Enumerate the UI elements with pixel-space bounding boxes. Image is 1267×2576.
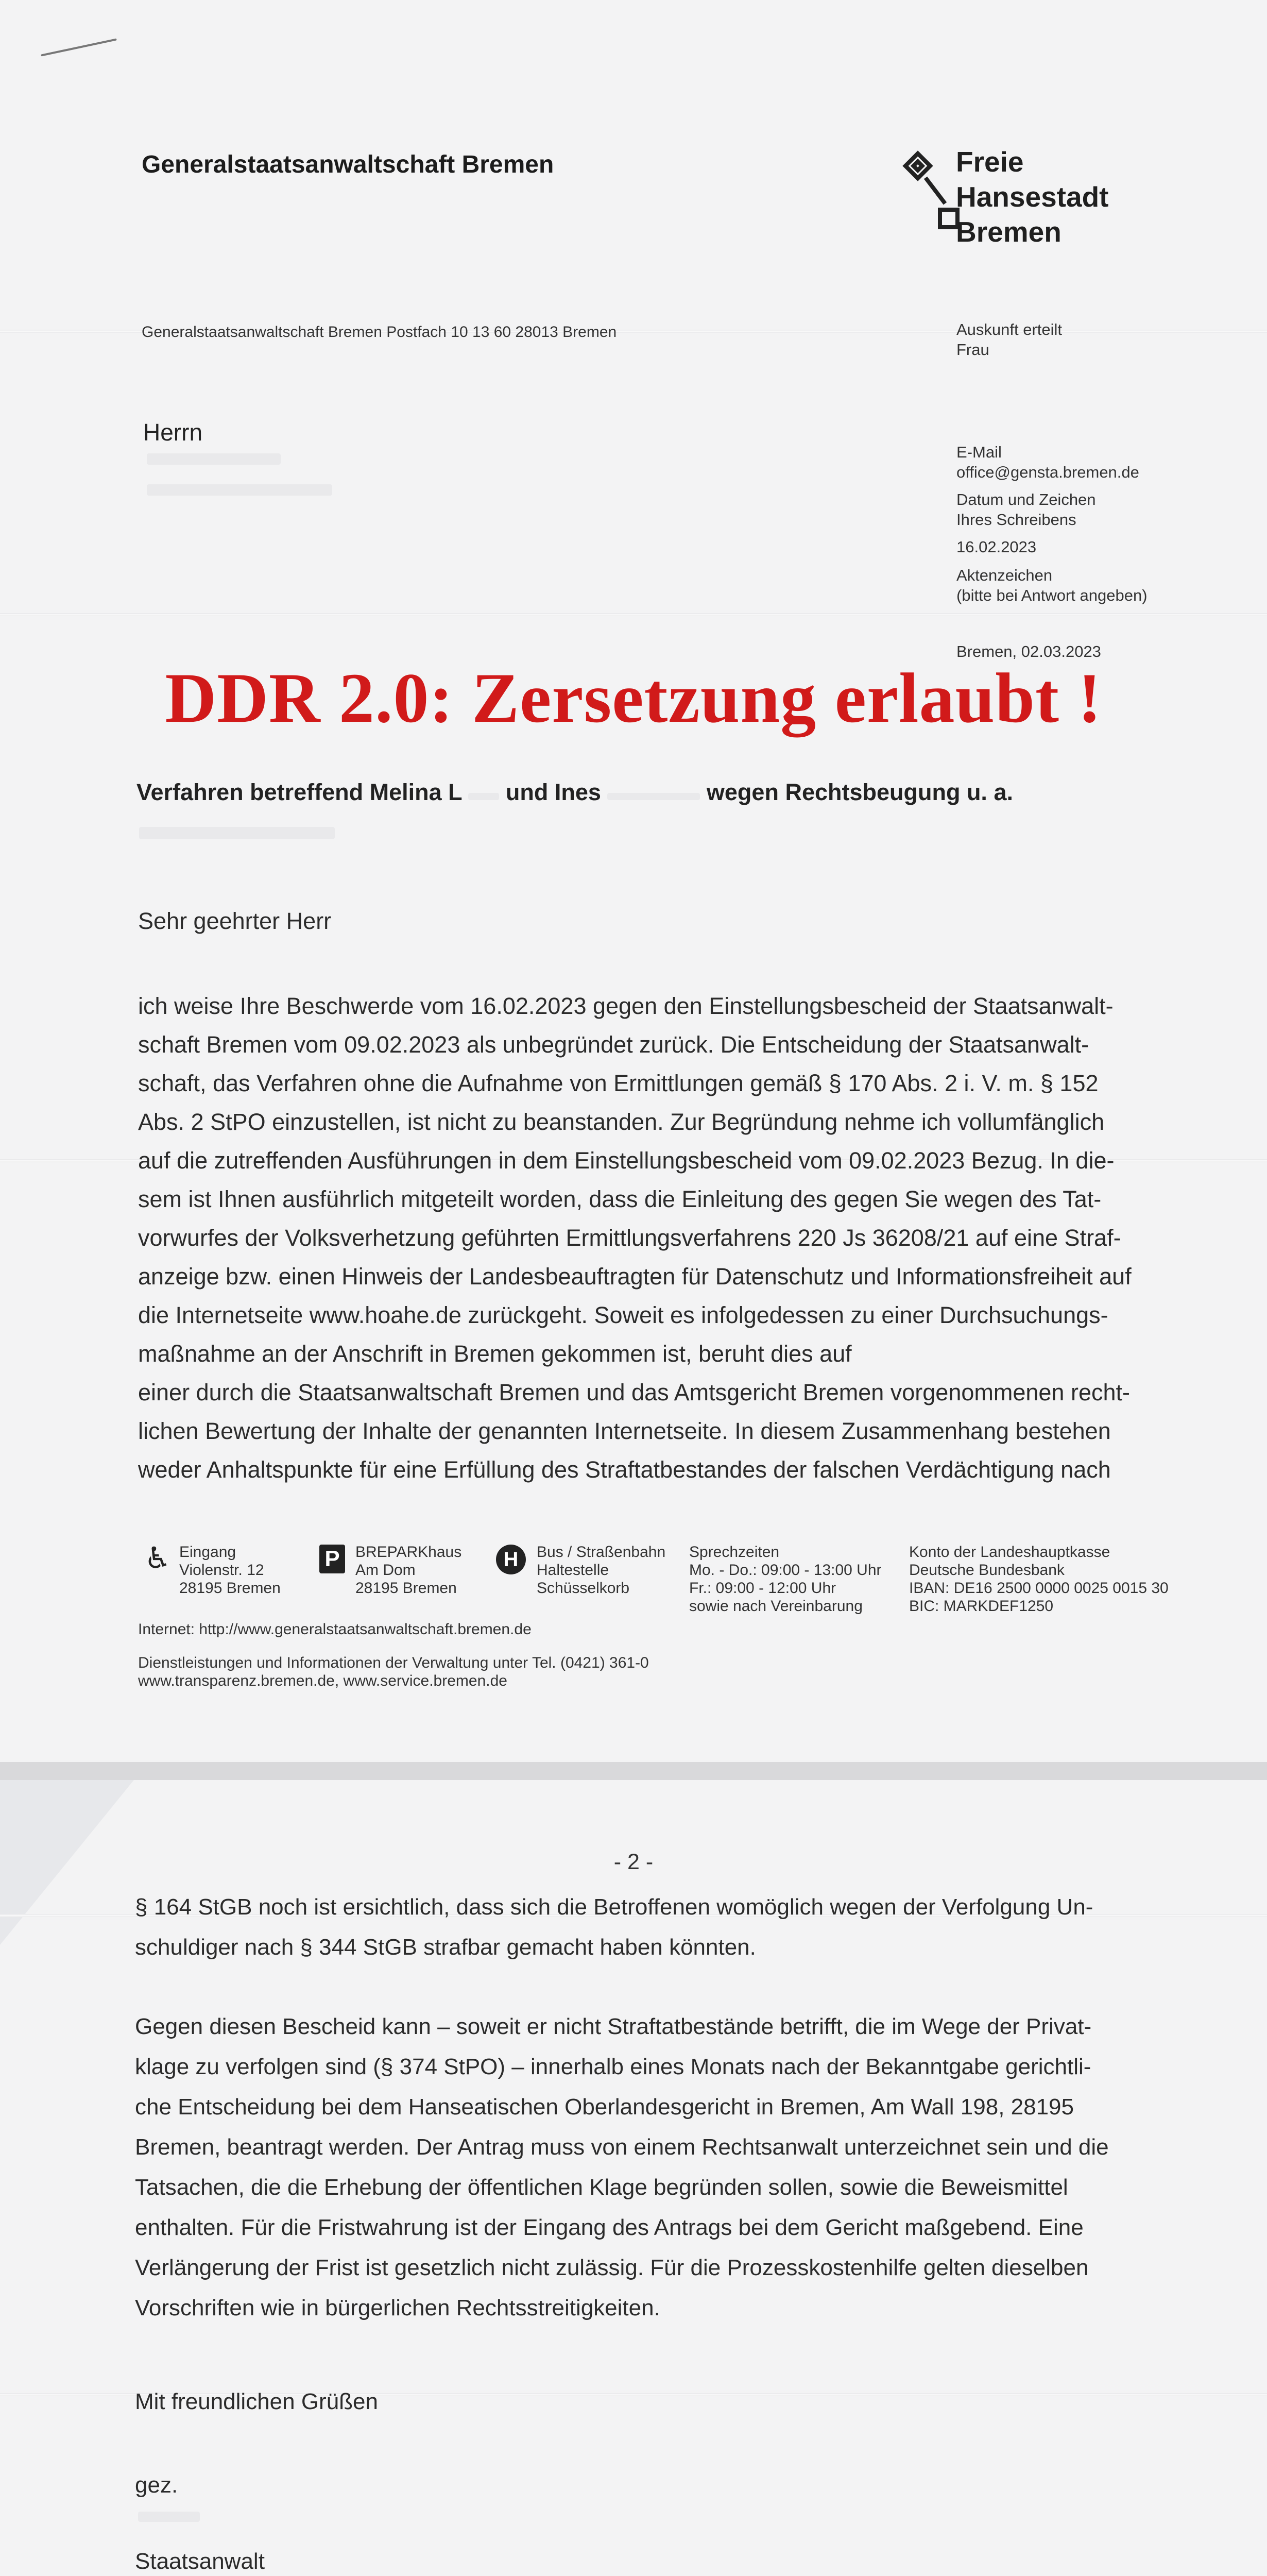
legal-remedy-paragraph (135, 2007, 1152, 2328)
footer-line: Konto der Landeshauptkasse (909, 1544, 1110, 1561)
footer-line: Fr.: 09:00 - 12:00 Uhr (689, 1580, 836, 1597)
footer-line: 28195 Bremen (355, 1580, 457, 1597)
body-line: sem ist Ihnen ausführlich mitgeteilt worden, dass die Einleitung des gegen Sie wegen des Tat- (138, 1186, 1102, 1212)
body-line: ich weise Ihre Beschwerde vom 16.02.2023 gegen den Einstellungsbescheid der Staatsanwalt- (138, 993, 1114, 1019)
letter-page-2 (0, 1780, 1267, 2576)
body-line: auf die zutreffenden Ausführungen in dem Einstellungsbescheid vom 09.02.2023 Bezug. In die- (138, 1147, 1115, 1174)
auskunft-value: Frau (956, 341, 989, 359)
body-line: Tatsachen, die die Erhebung der öffentlichen Klage begründen sollen, sowie die Beweismittel (135, 2175, 1068, 2200)
footer-line: IBAN: DE16 2500 0000 0025 0015 30 (909, 1580, 1169, 1597)
body-line: die Internetseite www.hoahe.de zurückgeht. Soweit es infolgedessen zu einer Durchsuchungs- (138, 1302, 1108, 1328)
signatory-role: Staatsanwalt (135, 2549, 265, 2574)
parking-icon: P (319, 1545, 345, 1573)
subject-part-b: und Ines (505, 779, 601, 805)
footer-line: Haltestelle (537, 1562, 609, 1579)
redacted-signature (138, 2512, 200, 2522)
footer-eingang (179, 1543, 281, 1597)
footer-line: Deutsche Bundesbank (909, 1562, 1065, 1579)
body-line: Verlängerung der Frist ist gesetzlich nicht zulässig. Für die Prozesskostenhilfe gelten dieselben (135, 2255, 1089, 2280)
body-line: schuldiger nach § 344 StGB strafbar gemacht haben könnten. (135, 1935, 756, 1960)
footer-line: Bus / Straßenbahn (537, 1544, 666, 1561)
footer-internet: Internet: http://www.generalstaatsanwaltschaft.bremen.de (138, 1621, 532, 1638)
bremen-key-logo (888, 147, 961, 250)
aktenzeichen-label-2: (bitte bei Antwort angeben) (956, 586, 1148, 604)
footer-line: Dienstleistungen und Informationen der Verwaltung unter Tel. (0421) 361-0 (138, 1654, 649, 1671)
email-block (956, 442, 1139, 482)
return-address: Generalstaatsanwaltschaft Bremen Postfach 10 13 60 28013 Bremen (142, 324, 617, 341)
page-number: - 2 - (613, 1850, 654, 1874)
wheelchair-icon: ♿ (144, 1541, 171, 1575)
body-line: klage zu verfolgen sind (§ 374 StPO) – innerhalb eines Monats nach der Bekanntgabe gerichtli- (135, 2054, 1091, 2079)
logo-line-1: Freie (956, 146, 1024, 178)
aktenzeichen-block (956, 565, 1148, 605)
footer-line: sowie nach Vereinbarung (689, 1598, 863, 1615)
body-line: einer durch die Staatsanwaltschaft Bremen und das Amtsgericht Bremen vorgenommenen recht- (138, 1379, 1130, 1405)
body-line: Gegen diesen Bescheid kann – soweit er nicht Straftatbestände betrifft, die im Wege der Privat- (135, 2014, 1092, 2039)
body-line: che Entscheidung bei dem Hanseatischen Oberlandesgericht in Bremen, Am Wall 198, 28195 (135, 2094, 1074, 2120)
footer-line: BIC: MARKDEF1250 (909, 1598, 1054, 1615)
body-line: maßnahme an der Anschrift in Bremen gekommen ist, beruht dies auf (138, 1341, 852, 1367)
body-line: Bremen, beantragt werden. Der Antrag muss von einem Rechtsanwalt unterzeichnet sein und die (135, 2134, 1109, 2160)
footer-line: www.transparenz.bremen.de, www.service.bremen.de (138, 1672, 507, 1689)
paper-fold (0, 613, 1267, 616)
sender-heading: Generalstaatsanwaltschaft Bremen (142, 151, 554, 178)
continuation-paragraph (135, 1887, 1152, 1968)
body-line: enthalten. Für die Fristwahrung ist der Eingang des Antrags bei dem Gericht maßgebend. Eine (135, 2215, 1084, 2240)
body-line: Vorschriften wie in bürgerlichen Rechtsstreitigkeiten. (135, 2295, 660, 2320)
logo-line-2: Hansestadt (956, 181, 1109, 213)
footer-konto (909, 1543, 1169, 1615)
closing: Mit freundlichen Grüßen (135, 2389, 378, 2414)
body-line: lichen Bewertung der Inhalte der genannten Internetseite. In diesem Zusammenhang bestehen (138, 1418, 1111, 1444)
gez-line: gez. (135, 2472, 178, 2498)
body-line: § 164 StGB noch ist ersichtlich, dass sich die Betroffenen womöglich wegen der Verfolgung Un- (135, 1894, 1093, 1920)
bus-stop-icon: H (496, 1545, 526, 1574)
footer-line: Eingang (179, 1544, 236, 1561)
footer-line: Violenstr. 12 (179, 1562, 264, 1579)
footer-line: Am Dom (355, 1562, 416, 1579)
body-line: anzeige bzw. einen Hinweis der Landesbeauftragten für Datenschutz und Informationsfreiheit auf (138, 1263, 1132, 1290)
footer-parken (355, 1543, 461, 1597)
auskunft-block (956, 319, 1062, 360)
footer-bus (537, 1543, 665, 1597)
subject-line (136, 779, 1013, 806)
footer-line: Schüsselkorb (537, 1580, 630, 1597)
footer-dienstleistungen (138, 1654, 649, 1690)
logo-line-3: Bremen (956, 216, 1061, 248)
redacted-address (147, 484, 332, 496)
subject-part-c: wegen Rechtsbeugung u. a. (706, 779, 1013, 805)
datum-value: 16.02.2023 (956, 538, 1037, 556)
footer-sprechzeiten (689, 1543, 882, 1615)
datum-label-1: Datum und Zeichen (956, 490, 1096, 509)
aktenzeichen-label-1: Aktenzeichen (956, 566, 1053, 584)
email-value: office@gensta.bremen.de (956, 463, 1139, 481)
body-line: schaft Bremen vom 09.02.2023 als unbegründet zurück. Die Entscheidung der Staatsanwalt- (138, 1031, 1089, 1058)
footer-line: Sprechzeiten (689, 1544, 780, 1561)
redacted-reference (139, 827, 335, 839)
red-banner-overlay: DDR 2.0: Zersetzung erlaubt ! (165, 658, 1102, 737)
body-line: schaft, das Verfahren ohne die Aufnahme von Ermittlungen gemäß § 170 Abs. 2 i. V. m. § 152 (138, 1070, 1099, 1096)
salutation: Sehr geehrter Herr (138, 908, 332, 934)
datum-label-2: Ihres Schreibens (956, 511, 1076, 529)
body-line: weder Anhaltspunkte für eine Erfüllung des Straftatbestandes der falschen Verdächtigung nach (138, 1456, 1111, 1483)
recipient-title: Herrn (143, 419, 203, 446)
subject-part-a: Verfahren betreffend Melina L (136, 779, 462, 805)
email-label: E-Mail (956, 443, 1002, 461)
body-line: vorwurfes der Volksverhetzung geführten Ermittlungsverfahrens 220 Js 36208/21 auf eine Straf- (138, 1225, 1121, 1251)
logo-wordmark (956, 144, 1108, 249)
place-date: Bremen, 02.03.2023 (956, 642, 1101, 660)
letter-body-page-1 (138, 987, 1154, 1489)
footer-line: 28195 Bremen (179, 1580, 281, 1597)
footer-line: Mo. - Do.: 09:00 - 13:00 Uhr (689, 1562, 882, 1579)
datum-block (956, 489, 1096, 530)
footer-line: BREPARKhaus (355, 1544, 462, 1561)
body-line: Abs. 2 StPO einzustellen, ist nicht zu beanstanden. Zur Begründung nehme ich vollumfänglich (138, 1109, 1105, 1135)
pencil-mark (41, 38, 117, 56)
auskunft-label: Auskunft erteilt (956, 320, 1063, 338)
redacted-name (147, 453, 281, 465)
